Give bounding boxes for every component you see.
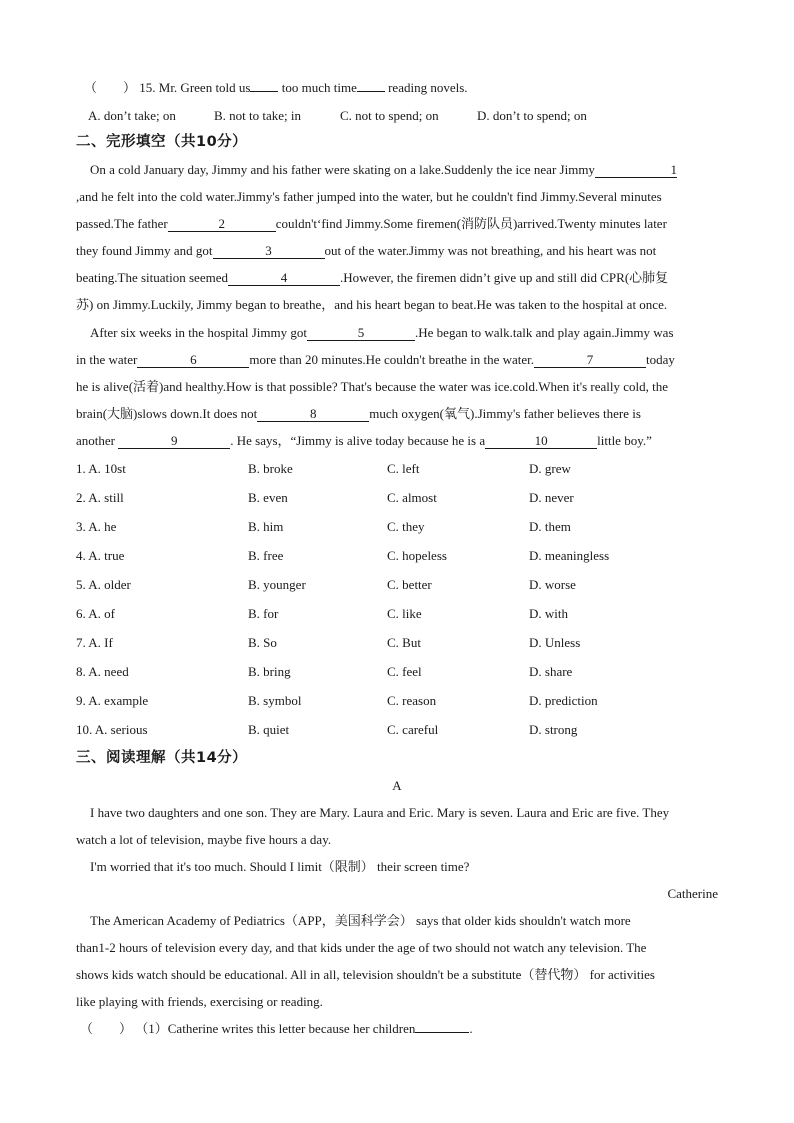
options-row: 1. A. 10st B. broke C. left D. grew [76, 461, 571, 476]
options-row: 5. A. older B. younger C. better D. worse [76, 577, 576, 592]
passage-line: like playing with friends, exercising or reading. [76, 994, 323, 1009]
blank [415, 1032, 469, 1033]
question-15 [84, 79, 726, 97]
blank-10: 10 [485, 433, 597, 449]
options-row: 9. A. example B. symbol C. reason D. prediction [76, 693, 598, 708]
options-row: 7. A. If B. So C. But D. Unless [76, 635, 581, 650]
question-15-options [88, 107, 748, 125]
passage-line: The American Academy of Pediatrics（APP，美国科学会） says that older kids shouldn't watch more [90, 913, 631, 928]
passage-label: A [392, 778, 402, 793]
blank-6: 6 [137, 352, 249, 368]
passage-line: they found Jimmy and got 3 out of the water.Jimmy was not breathing, and his heart was not [76, 243, 657, 258]
option-b: B. not to take; in [214, 108, 302, 123]
signature-name: Catherine [667, 886, 718, 901]
options-row: 6. A. of B. for C. like D. with [76, 606, 568, 621]
answer-paren: （ ） [80, 1021, 133, 1036]
options-row: 8. A. need B. bring C. feel D. share [76, 664, 573, 679]
passage-line: I'm worried that it's too much. Should I limit（限制） their screen time? [90, 859, 470, 874]
question-15-stem-a: 15. Mr. Green told us [139, 80, 251, 95]
option-d: D. don’t to spend; on [477, 108, 587, 123]
options-row: 4. A. true B. free C. hopeless D. meaningless [76, 548, 610, 563]
blank-8: 8 [257, 406, 369, 422]
answer-paren: （ ） [84, 80, 137, 95]
passage-line: After six weeks in the hospital Jimmy got 5 .He began to walk.talk and play again.Jimmy was [90, 325, 674, 340]
section-3-heading: 三、阅读理解（共14分） [76, 750, 248, 766]
passage-line: passed.The father 2 couldn't‘find Jimmy.Some firemen(消防队员)arrived.Twenty minutes later [76, 216, 667, 231]
passage-line: in the water 6 more than 20 minutes.He couldn't breathe in the water. 7 today [76, 352, 675, 367]
blank-5: 5 [307, 325, 415, 341]
option-c: C. not to spend; on [340, 108, 439, 123]
passage-line: brain(大脑)slows down.It does not 8 much oxygen(氧气).Jimmy's father believes there is [76, 406, 641, 421]
blank-2: 2 [168, 216, 276, 232]
section-2-heading: 二、完形填空（共10分） [76, 134, 248, 150]
blank-7: 7 [534, 352, 646, 368]
question-15-stem-c: reading novels. [388, 80, 468, 95]
options-row: 10. A. serious B. quiet C. careful D. strong [76, 722, 578, 737]
blank [250, 91, 278, 92]
passage-line: On a cold January day, Jimmy and his father were skating on a lake.Suddenly the ice near Jimmy 1 [90, 162, 677, 177]
reading-question-1: （ ） （1）Catherine writes this letter because her children . [80, 1021, 473, 1036]
passage-line: he is alive(活着)and healthy.How is that possible? That's because the water was ice.cold.When it's really cold, the [76, 379, 669, 394]
passage-line: shows kids watch should be educational. All in all, television shouldn't be a substitute（替代物） for activities [76, 967, 655, 982]
options-row: 2. A. still B. even C. almost D. never [76, 490, 574, 505]
passage-line: than1-2 hours of television every day, and that kids under the age of two should not watch any television. The [76, 940, 647, 955]
passage-line: another 9 . He says，“Jimmy is alive today because he is a 10 little boy.” [76, 433, 652, 448]
passage-line: I have two daughters and one son. They are Mary. Laura and Eric. Mary is seven. Laura and Eric are five. They [90, 805, 670, 820]
passage-line: 苏) on Jimmy.Luckily, Jimmy began to breathe，and his heart began to beat.He was taken to the hospital at once. [76, 297, 668, 312]
question-15-stem-b: too much time [281, 80, 357, 95]
blank-9: 9 [118, 433, 230, 449]
blank [357, 91, 385, 92]
passage-line: beating.The situation seemed 4 .However, the firemen didn’t give up and still did CPR(心肺复 [76, 270, 669, 285]
options-row: 3. A. he B. him C. they D. them [76, 519, 571, 534]
option-a: A. don’t take; on [88, 108, 176, 123]
passage-line: watch a lot of television, maybe five hours a day. [76, 832, 332, 847]
blank-3: 3 [213, 243, 325, 259]
blank-4: 4 [228, 270, 340, 286]
passage-line: ,and he felt into the cold water.Jimmy's father jumped into the water, but he couldn't find Jimmy.Several minutes [76, 189, 662, 204]
blank-1: 1 [595, 162, 677, 178]
